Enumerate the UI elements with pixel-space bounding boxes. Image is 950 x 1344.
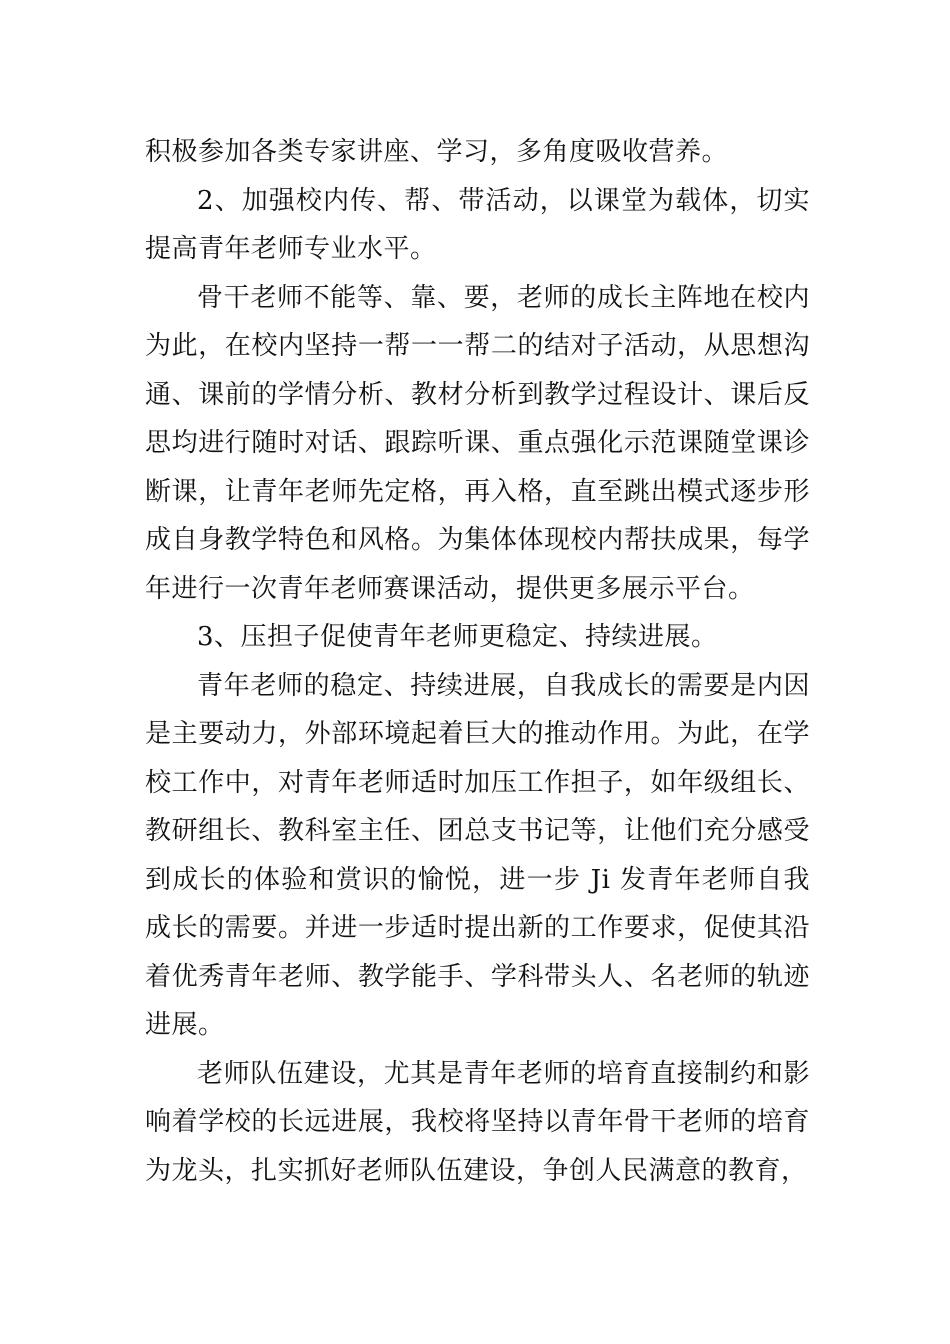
document-body: [145, 128, 810, 1195]
paragraph-continuation: 积极参加各类专家讲座、学习，多角度吸收营养。: [145, 137, 729, 167]
paragraph-heading-2: 2、加强校内传、帮、带活动，以课堂为载体，切实提高青年老师专业水平。: [145, 185, 810, 264]
paragraph-mentoring: 骨干老师不能等、靠、要，老师的成长主阵地在校内为此，在校内坚持一帮一一帮二的结对子活动，从思想沟通、课前的学情分析、教材分析到教学过程设计、课后反思均进行随时对话、跟踪听课、重点强化示范课随堂课诊断课，让青年老师先定格，再入格，直至跳出模式逐步形成自身教学特色和风格。为集体体现校内帮扶成果，每学年进行一次青年老师赛课活动，提供更多展示平台。: [145, 282, 810, 604]
paragraph-responsibility: 青年老师的稳定、持续进展，自我成长的需要是内因是主要动力，外部环境起着巨大的推动作用。为此，在学校工作中，对青年老师适时加压工作担子，如年级组长、教研组长、教科室主任、团总支书记等，让他们充分感受到成长的体验和赏识的愉悦，进一步 Ji 发青年老师自我成长的需要。并进一步适时提出新的工作要求，促使其沿着优秀青年老师、教学能手、学科带头人、名老师的轨迹进展。: [145, 670, 810, 1040]
paragraph-conclusion: 老师队伍建设，尤其是青年老师的培育直接制约和影响着学校的长远进展，我校将坚持以青年骨干老师的培育为龙头，扎实抓好老师队伍建设，争创人民满意的教育，: [145, 1058, 810, 1186]
paragraph-heading-3: 3、压担子促使青年老师更稳定、持续进展。: [197, 622, 718, 652]
